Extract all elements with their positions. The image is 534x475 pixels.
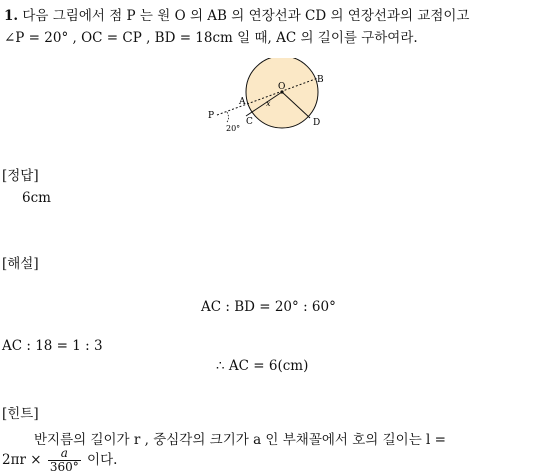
label-a: A xyxy=(239,97,246,107)
solution-result: ∴ AC = 6(cm) xyxy=(216,358,309,374)
answer-value: 6cm xyxy=(22,190,51,206)
hint-fraction xyxy=(48,447,81,474)
hint-heading: [힌트] xyxy=(2,406,39,422)
hint-line-2 xyxy=(2,447,117,474)
answer-heading: [정답] xyxy=(2,168,39,184)
label-c: C xyxy=(246,117,253,127)
solution-proportion: AC : 18 = 1 : 3 xyxy=(2,338,103,354)
hint-line2-suffix: 이다. xyxy=(87,452,118,468)
hint-frac-num: a xyxy=(48,447,81,461)
problem-number: 1. xyxy=(4,8,19,24)
circle-figure xyxy=(200,58,340,138)
solution-heading: [해설] xyxy=(2,256,39,272)
problem-line-1 xyxy=(4,4,469,24)
label-angle: 20° xyxy=(226,124,241,133)
hint-line2-prefix: 2πr × xyxy=(2,452,42,468)
problem-line1-text: 다음 그림에서 점 P 는 원 O 의 AB 의 연장선과 CD 의 연장선과의 교점이고 xyxy=(22,8,470,24)
hint-frac-den: 360° xyxy=(49,460,79,474)
label-o: O xyxy=(278,82,286,92)
solution-ratio: AC : BD = 20° : 60° xyxy=(201,299,336,315)
problem-line-2: ∠P = 20° , OC = CP , BD = 18cm 일 때, AC 의 길이를 구하여라. xyxy=(4,30,418,46)
label-x: x xyxy=(266,99,271,108)
label-p: P xyxy=(208,111,215,121)
label-b: B xyxy=(317,75,324,85)
angle-arc xyxy=(227,112,229,122)
label-d: D xyxy=(313,118,321,128)
hint-line-1: 반지름의 길이가 r , 중심각의 크기가 a 인 부채꼴에서 호의 길이는 l = xyxy=(34,432,446,448)
